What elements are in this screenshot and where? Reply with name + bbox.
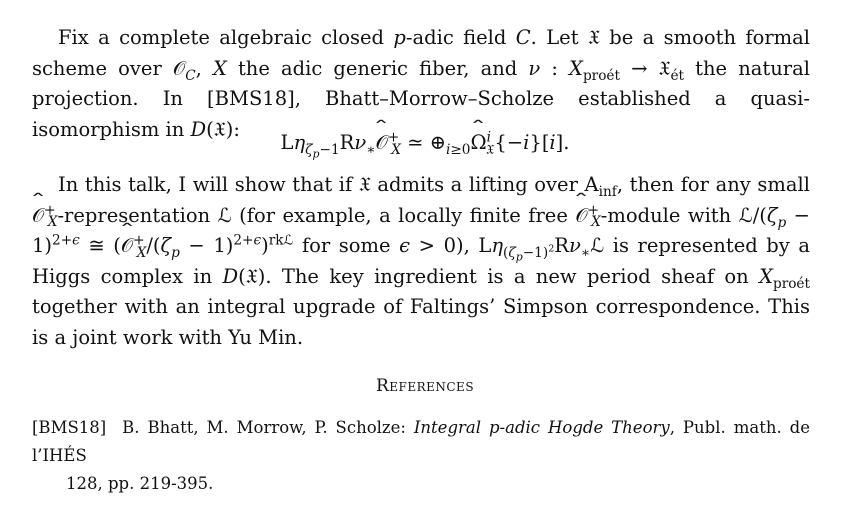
text-run: . Let <box>530 26 588 49</box>
text-run: the adic generic fiber, and <box>226 56 529 80</box>
text-run: together with an integral upgrade of Faltings’ Simpson correspondence. This is a joint work with Yu Min. <box>32 295 810 349</box>
text-run: -representation <box>57 203 218 227</box>
references-heading: References <box>375 376 475 396</box>
reference-journal: , Publ. math. de l’IHÉS <box>32 418 810 465</box>
text-run: , then for any small <box>616 173 810 196</box>
text-run: : <box>233 117 240 141</box>
text-run: is represented by a Higgs complex in <box>32 234 811 288</box>
text-run: In this talk, I will show that if <box>58 173 359 196</box>
text-run: Fix a complete algebraic closed <box>58 26 394 49</box>
reference-authors: B. Bhatt, M. Morrow, P. Scholze: <box>122 418 414 437</box>
text-run: admits a lifting over A <box>370 173 599 196</box>
reference-entry <box>32 414 810 498</box>
text-run: be a smooth formal scheme over <box>32 26 811 80</box>
text-run: the natural projection. In [BMS18], Bhatt–Morrow–Scholze established a quasi-isomorphism in <box>32 56 810 141</box>
text-run: -adic field <box>405 26 516 49</box>
text-run: (for example, a locally finite free <box>231 203 576 227</box>
reference-pages: 128, pp. 219-395. <box>66 474 214 493</box>
text-run: . The key ingredient is a new period sheaf on <box>265 264 760 288</box>
display-equation: $L\eta_{\zeta_p-1}R\nu_∗ˆ$ 𝒪+$_X$ ≃ $\oplus_{i\ge 0}ˆ$ $\Omega^i_𝔛\{-i\}[i]$. <box>0 128 850 158</box>
abstract-paragraph-1: Fix a complete algebraic closed p-adic field C. Let 𝔛 be a smooth formal scheme over 𝒪$_C$, X the adic generic fiber, and ν : $X_{proét}$ → 𝔛$_{ét}$ the natural projection. In [BMS18], Bhatt–Morrow–Scholze established a quasi-isomorphism in D(𝔛): <box>32 26 811 141</box>
subscript-inf: inf <box>598 183 617 200</box>
text-run: -module with <box>600 203 739 227</box>
reference-label: [BMS18] <box>32 418 107 437</box>
text-run: for some <box>293 234 400 257</box>
reference-title: Integral p-adic Hogde Theory <box>413 418 670 437</box>
abstract-paragraph-2: In this talk, I will show that if 𝔛 admits a lifting over $A_{inf}$, then for any small ˆ 𝒪+$_X$-representation ℒ (for example, a locally finite free ˆ 𝒪+$_X$-module with $ℒ/(\zeta_p - 1)^{2+\epsilon}$ ≅ (ˆ $𝒪^+_X/(\zeta_p - 1)^{2+\epsilon})^{rkℒ}$ for some ϵ > 0), $L\eta_{(\zeta_p-1)^2}R\nu_∗ℒ$ is represented by a Higgs complex in D(𝔛). The key ingredient is a new period sheaf on $X_{proét}$ together with an integral upgrade of Faltings’ Simpson correspondence. This is a joint work with Yu Min. <box>32 170 810 353</box>
text-run: , <box>195 56 213 80</box>
